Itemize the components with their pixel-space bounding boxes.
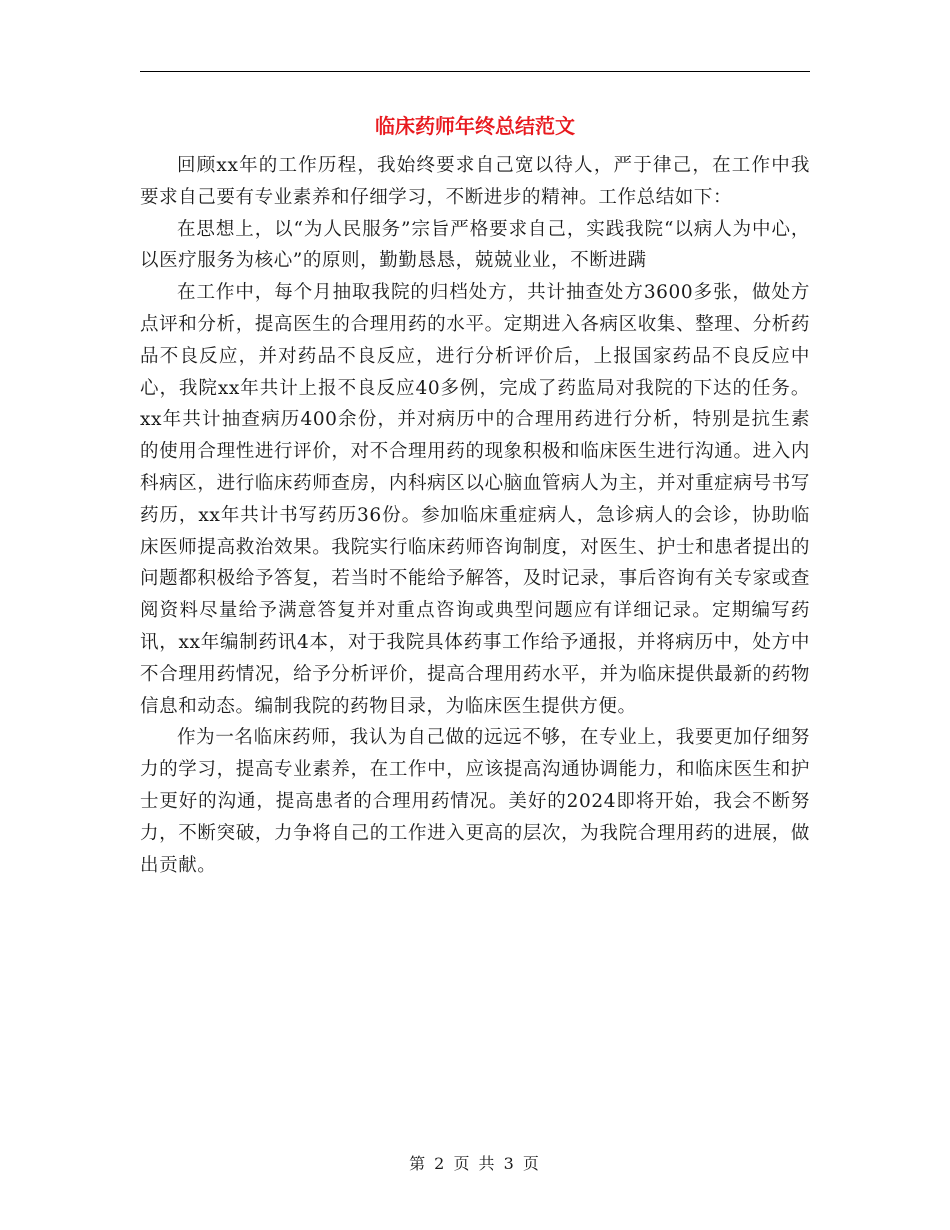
paragraph-outlook: 作为一名临床药师，我认为自己做的远远不够，在专业上，我要更加仔细努力的学习，提高专业素养，在工作中，应该提高沟通协调能力，和临床医生和护士更好的沟通，提高患者的合理用药情况。美好的2024即将开始，我会不断努力，不断突破，力争将自己的工作进入更高的层次，为我院合理用药的进展，做出贡献。 (140, 727, 810, 876)
document-title: 临床药师年终总结范文 (375, 114, 575, 138)
paragraph-ideology: 在思想上，以“为人民服务”宗旨严格要求自己，实践我院“以病人为中心，以医疗服务为核心”的原则，勤勤恳恳，兢兢业业，不断进蹒 (140, 218, 810, 272)
paragraph-work: 在工作中，每个月抽取我院的归档处方，共计抽查处方3600多张，做处方点评和分析，提高医生的合理用药的水平。定期进入各病区收集、整理、分析药品不良反应，并对药品不良反应，进行分析评价后，上报国家药品不良反应中心，我院xx年共计上报不良反应40多例，完成了药监局对我院的下达的任务。xx年共计抽查病历400余份，并对病历中的合理用药进行分析，特别是抗生素的使用合理性进行评价，对不合理用药的现象积极和临床医生进行沟通。进入内科病区，进行临床药师查房，内科病区以心脑血管病人为主，并对重症病号书写药历，xx年共计书写药历36份。参加临床重症病人，急诊病人的会诊，协助临床医师提高救治效果。我院实行临床药师咨询制度，对医生、护士和患者提出的问题都积极给予答复，若当时不能给予解答，及时记录，事后咨询有关专家或查阅资料尽量给予满意答复并对重点咨询或典型问题应有详细记录。定期编写药讯，xx年编制药讯4本，对于我院具体药事工作给予通报，并将病历中，处方中不合理用药情况，给予分析评价，提高合理用药水平，并为临床提供最新的药物信息和动态。编制我院的药物目录，为临床医生提供方便。 (140, 282, 810, 717)
header-rule (140, 71, 810, 72)
page-number-footer: 第 2 页 共 3 页 (409, 1154, 541, 1173)
paragraph-intro: 回顾xx年的工作历程，我始终要求自己宽以待人，严于律己，在工作中我要求自己要有专业素养和仔细学习，不断进步的精神。工作总结如下： (140, 155, 810, 208)
document-body (140, 150, 810, 881)
